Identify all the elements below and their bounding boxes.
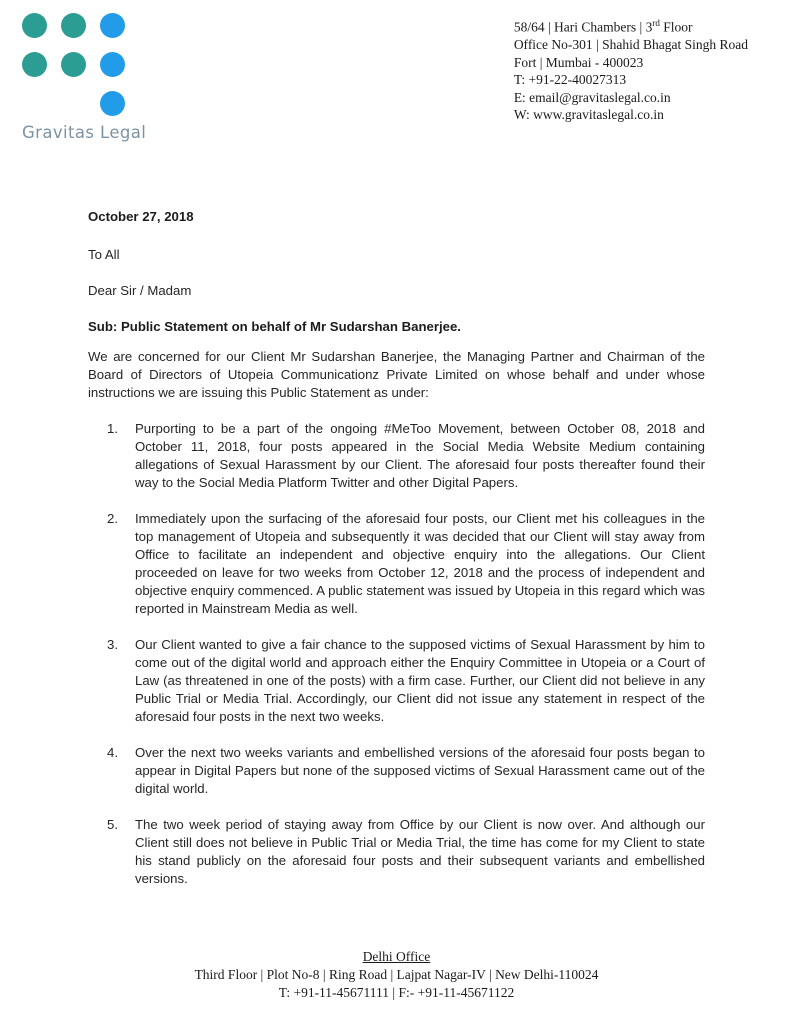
delhi-office-phones: T: +91-11-45671111 | F:- +91-11-45671122 xyxy=(278,985,515,1000)
recipient-line: To All xyxy=(88,247,120,262)
email-line: E: email@gravitaslegal.co.in xyxy=(513,89,671,105)
blue-dot xyxy=(100,52,125,77)
list-item-number: 2. xyxy=(107,511,118,526)
list-item-number: 4. xyxy=(107,745,118,760)
list-item-text: Immediately upon the surfacing of the aforesaid four posts, our Client met his colleagues in the top management of Utopeia and subsequently it was decided that our Client will stay away from Office to facilitate an independent and objective enquiry into the allegations. Our Client proceeded on leave for two weeks from October 12, 2018 and the process of independent and objective enquiry commenced. A public statement was issued by Utopeia in this regard which was reported in Mainstream Media as well. xyxy=(135,511,705,616)
list-item xyxy=(88,744,705,798)
blue-dot xyxy=(100,91,125,116)
intro-paragraph: We are concerned for our Client Mr Sudarshan Banerjee, the Managing Partner and Chairman of the Board of Directors of Utopeia Communicationz Private Limited on whose behalf and under whose instructions we are issuing this Public Statement as under: xyxy=(88,349,705,400)
delhi-office-address: Third Floor | Plot No-8 | Ring Road | Lajpat Nagar-IV | New Delhi-110024 xyxy=(194,967,599,982)
letter-body xyxy=(0,208,793,888)
logo-wordmark: Gravitas Legal xyxy=(22,123,147,142)
office-address-line-1 xyxy=(514,15,748,36)
list-item xyxy=(88,510,705,618)
list-item xyxy=(88,420,705,492)
letter-footer xyxy=(0,948,793,1002)
letter-date: October 27, 2018 xyxy=(88,209,194,224)
list-item-text: The two week period of staying away from Office by our Client is now over. And although our Client still does not believe in Public Trial or Media Trial, the time has come for my Client to state his stand publicly on the aforesaid four posts and their subsequent variants and embellished versions. xyxy=(135,817,705,886)
address-line1-tail: Floor xyxy=(659,19,693,35)
letterhead-contact-block xyxy=(514,15,748,124)
list-item-number: 5. xyxy=(107,817,118,832)
phone-line: T: +91-22-40027313 xyxy=(513,72,627,87)
delhi-office-title: Delhi Office xyxy=(362,949,431,964)
list-item-number: 3. xyxy=(107,637,118,652)
office-address-line-2: Office No-301 | Shahid Bhagat Singh Road xyxy=(513,37,748,52)
teal-dot xyxy=(61,52,86,77)
list-item xyxy=(88,816,705,888)
teal-dot xyxy=(22,52,47,77)
list-item-text: Purporting to be a part of the ongoing #MeToo Movement, between October 08, 2018 and October 11, 2018, four posts appeared in the Social Media Website Medium containing allegations of Sexual Harassment by our Client. The aforesaid four posts thereafter found their way to the Social Media Platform Twitter and other Digital Papers. xyxy=(135,421,705,490)
list-item-number: 1. xyxy=(107,421,118,436)
blue-dot xyxy=(100,13,125,38)
website-line: W: www.gravitaslegal.co.in xyxy=(513,107,664,122)
teal-dot xyxy=(22,13,47,38)
gravitas-legal-logo xyxy=(22,13,147,142)
floor-ordinal-superscript: rd xyxy=(652,18,660,28)
address-line1-text: 58/64 | Hari Chambers | 3 xyxy=(513,19,653,35)
list-item-text: Over the next two weeks variants and embellished versions of the aforesaid four posts began to appear in Digital Papers but none of the supposed victims of Sexual Harassment came out of the digital world. xyxy=(135,745,705,796)
salutation-line: Dear Sir / Madam xyxy=(88,283,192,298)
list-item-text: Our Client wanted to give a fair chance to the supposed victims of Sexual Harassment by him to come out of the digital world and approach either the Enquiry Committee in Utopeia or a Court of Law (as threatened in one of the posts) with a firm case. Further, our Client did not believe in any Public Trial or Media Trial. Accordingly, our Client did not issue any statement in respect of the aforesaid four posts in the next two weeks. xyxy=(135,637,705,724)
office-address-line-3: Fort | Mumbai - 400023 xyxy=(513,54,644,70)
letterhead xyxy=(0,0,793,142)
list-item xyxy=(88,636,705,726)
teal-dot xyxy=(61,13,86,38)
subject-line: Sub: Public Statement on behalf of Mr Sudarshan Banerjee. xyxy=(88,319,461,334)
numbered-points-list xyxy=(88,420,705,888)
logo-dot-grid xyxy=(22,13,142,116)
